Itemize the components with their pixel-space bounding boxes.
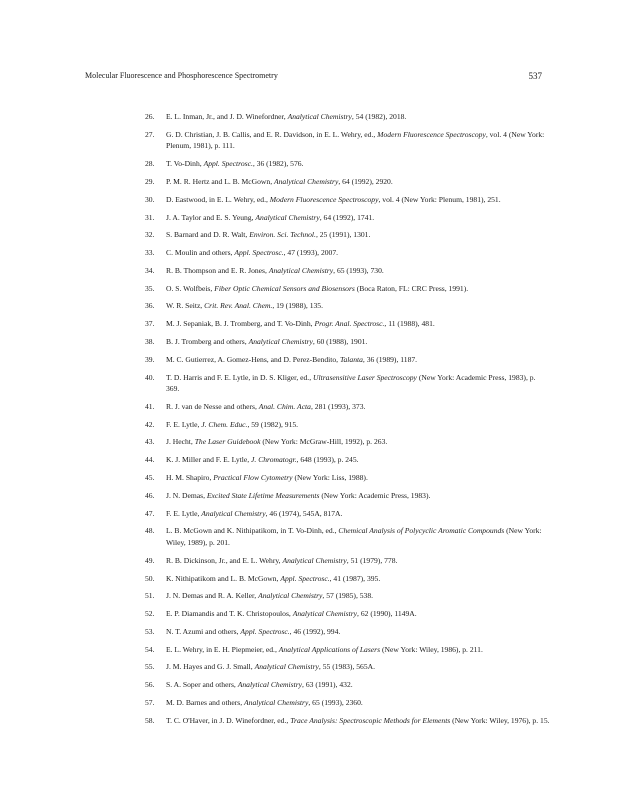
reference-segment: (New York: Academic Press, 1983), p. 369. [166,372,536,394]
reference-segment: , 648 (1993), p. 245. [296,455,359,465]
reference-source-title: Analytical Chemistry [255,212,320,222]
reference-segment: , vol. 4 (New York: Plenum, 1981), 251. [378,194,501,204]
reference-segment: R. J. van de Nesse and others, [166,401,259,411]
reference-segment: , 64 (1992), 1741. [319,212,375,222]
reference-segment: W. R. Seitz, [166,301,205,311]
reference-item [145,354,550,366]
reference-item [145,419,550,431]
reference-number: 46. [145,490,155,500]
reference-segment: , 57 (1985), 538. [322,591,374,601]
reference-number: 54. [145,644,155,654]
reference-number: 34. [145,265,155,275]
reference-segment: , 64 (1992), 2920. [338,176,393,186]
reference-segment: (New York: Wiley, 1976), p. 15. [450,715,550,725]
reference-text [166,212,550,224]
reference-segment: , 55 (1983), 565A. [318,662,376,672]
reference-text [166,508,550,520]
reference-text [166,300,550,312]
reference-item [145,111,550,123]
reference-item [145,644,550,656]
reference-segment: , 36 (1989), 1187. [362,354,418,364]
reference-segment: , 51 (1979), 778. [346,555,398,565]
reference-item [145,229,550,241]
reference-segment: , 19 (1988), 135. [272,301,323,311]
reference-item [145,626,550,638]
reference-number: 48. [145,526,155,536]
reference-item [145,608,550,620]
reference-item [145,212,550,224]
reference-item [145,590,550,602]
reference-item [145,300,550,312]
reference-number: 37. [145,319,155,329]
reference-segment: S. A. Soper and others, [166,680,238,690]
reference-segment: , 281 (1993), 373. [310,401,366,411]
reference-list [145,111,550,733]
reference-item [145,472,550,484]
reference-segment: J. A. Taylor and E. S. Yeung, [166,212,256,222]
reference-source-title: Ultrasensitive Laser Spectroscopy [313,372,417,382]
reference-segment: E. L. Inman, Jr., and J. D. Winefordner, [166,112,288,121]
reference-text [166,247,550,259]
reference-text [166,229,550,241]
reference-segment: J. N. Demas and R. A. Keller, [166,591,259,601]
reference-source-title: Analytical Chemistry [254,662,319,672]
reference-segment: , 36 (1982), 576. [252,159,304,169]
reference-item [145,679,550,691]
reference-segment: T. D. Harris and F. E. Lytle, in D. S. Kliger, ed., [166,372,314,382]
reference-segment: , 11 (1988), 481. [384,319,435,329]
reference-segment: T. C. O'Haver, in J. D. Winefordner, ed., [166,715,291,725]
reference-item [145,454,550,466]
reference-text [166,419,550,431]
reference-source-title: Analytical Chemistry [274,176,339,186]
reference-source-title: Trace Analysis: Spectroscopic Methods for Elements [290,715,451,725]
reference-source-title: Analytical Chemistry [244,698,309,707]
reference-number: 56. [145,680,155,690]
reference-text [166,525,550,548]
reference-item [145,176,550,188]
reference-source-title: Anal. Chim. Acta [258,401,311,411]
reference-segment: , 60 (1988), 1901. [312,336,368,346]
reference-number: 49. [145,555,155,565]
running-title: Molecular Fluorescence and Phosphorescence Spectrometry [85,71,278,80]
reference-segment: E. P. Diamandis and T. K. Christopoulos, [166,609,293,619]
reference-source-title: Analytical Chemistry [201,508,266,518]
reference-number: 42. [145,419,155,429]
reference-number: 27. [145,129,155,139]
reference-item [145,697,550,709]
reference-segment: T. Vo-Dinh, [166,159,204,169]
reference-text [166,265,550,277]
reference-segment: F. E. Lytle, [166,508,202,518]
reference-segment: G. D. Christian, J. B. Callis, and E. R. Davidson, in E. L. Wehry, ed., [166,129,378,139]
reference-segment: N. T. Azumi and others, [166,626,241,636]
reference-item [145,661,550,673]
reference-text [166,661,550,673]
reference-number: 40. [145,372,155,382]
reference-segment: , 65 (1993), 730. [333,265,384,275]
reference-source-title: Crit. Rev. Anal. Chem. [204,301,273,311]
reference-text [166,573,550,585]
reference-text [166,454,550,466]
reference-number: 57. [145,698,155,707]
reference-text [166,336,550,348]
reference-segment: P. M. R. Hertz and L. B. McGown, [166,176,274,186]
reference-text [166,697,550,709]
reference-source-title: Excited State Lifetime Measurements [206,490,320,500]
reference-segment: L. B. McGown and K. Nithipatikom, in T. Vo-Dinh, ed., [166,526,339,536]
reference-segment: , 46 (1974), 545A, 817A. [265,508,343,518]
reference-source-title: Analytical Chemistry [292,609,358,619]
reference-source-title: Analytical Chemistry [268,265,334,275]
reference-number: 26. [145,112,155,121]
reference-source-title: Progr. Anal. Spectrosc. [314,319,385,329]
reference-segment: D. Eastwood, in E. L. Wehry, ed., [166,194,270,204]
reference-source-title: Analytical Applications of Lasers [278,644,381,654]
reference-number: 43. [145,437,155,447]
reference-text [166,490,550,502]
page-number: 537 [528,71,542,81]
reference-number: 41. [145,401,155,411]
reference-text [166,436,550,448]
reference-item [145,283,550,295]
reference-text [166,401,550,413]
reference-text [166,318,550,330]
reference-segment: (New York: Wiley, 1986), p. 211. [380,644,483,654]
reference-item [145,129,550,152]
reference-segment: R. B. Dickinson, Jr., and E. L. Wehry, [166,555,283,565]
reference-source-title: Talanta [339,354,363,364]
reference-number: 38. [145,336,155,346]
reference-segment: (New York: Academic Press, 1983). [319,490,431,500]
reference-number: 55. [145,662,155,672]
reference-source-title: Appl. Spectrosc. [240,626,290,636]
reference-segment: K. Nithipatikom and L. B. McGown, [166,573,281,583]
reference-segment: (New York: McGraw-Hill, 1992), p. 263. [260,437,388,447]
reference-source-title: Analytical Chemistry [282,555,347,565]
reference-item [145,194,550,206]
reference-segment: , 54 (1982), 2018. [351,112,407,121]
reference-segment: , 25 (1991), 1301. [315,230,371,240]
reference-text [166,472,550,484]
reference-segment: , 62 (1990), 1149A. [357,609,417,619]
reference-item [145,336,550,348]
reference-segment: , 41 (1987), 395. [329,573,381,583]
reference-segment: M. D. Barnes and others, [166,698,245,707]
reference-number: 58. [145,715,155,725]
reference-source-title: Modern Fluorescence Spectroscopy [269,194,379,204]
reference-item [145,436,550,448]
reference-item [145,401,550,413]
reference-source-title: The Laser Guidebook [194,437,261,447]
reference-text [166,283,550,295]
reference-number: 39. [145,354,155,364]
reference-number: 45. [145,473,155,483]
reference-segment: J. Hecht, [166,437,195,447]
reference-number: 52. [145,609,155,619]
reference-source-title: J. Chem. Educ. [201,419,248,429]
reference-number: 32. [145,230,155,240]
reference-segment: , 46 (1992), 994. [289,626,341,636]
reference-number: 29. [145,176,155,186]
reference-source-title: Analytical Chemistry [258,591,323,601]
reference-number: 44. [145,455,155,465]
reference-text [166,555,550,567]
reference-segment: B. J. Tromberg and others, [166,336,249,346]
reference-number: 47. [145,508,155,518]
reference-text [166,129,550,152]
reference-source-title: Chemical Analysis of Polycyclic Aromatic Compounds [338,526,505,536]
reference-segment: , 63 (1991), 432. [302,680,353,690]
reference-item [145,555,550,567]
reference-segment: O. S. Wolfbeis, [166,283,215,293]
running-header [85,69,542,83]
reference-segment: J. M. Hayes and G. J. Small, [166,662,255,672]
reference-segment: , vol. 4 (New York: Plenum, 1981), p. 111. [166,129,545,151]
reference-segment: K. J. Miller and F. E. Lytle, [166,455,252,465]
reference-segment: , 65 (1993), 2360. [308,698,363,707]
reference-number: 50. [145,573,155,583]
reference-segment: F. E. Lytle, [166,419,202,429]
reference-segment: E. L. Wehry, in E. H. Piepmeier, ed., [166,644,279,654]
reference-segment: H. M. Shapiro, [166,473,214,483]
reference-segment: R. B. Thompson and E. R. Jones, [166,265,269,275]
reference-text [166,176,550,188]
reference-item [145,573,550,585]
reference-source-title: Appl. Spectrosc. [280,573,330,583]
reference-number: 36. [145,301,155,311]
reference-item [145,508,550,520]
reference-segment: (Boca Raton, FL: CRC Press, 1991). [354,283,469,293]
reference-text [166,354,550,366]
reference-number: 30. [145,194,155,204]
reference-source-title: Practical Flow Cytometry [213,473,293,483]
reference-segment: J. N. Demas, [166,490,207,500]
reference-text [166,111,550,123]
reference-segment: (New York: Wiley, 1989), p. 201. [166,526,542,547]
reference-number: 28. [145,159,155,169]
reference-number: 53. [145,626,155,636]
reference-number: 35. [145,283,155,293]
reference-item [145,247,550,259]
reference-segment: C. Moulin and others, [166,248,235,258]
reference-text [166,626,550,638]
reference-item [145,715,550,727]
reference-segment: , 59 (1982), 915. [247,419,299,429]
reference-text [166,715,550,727]
reference-source-title: Analytical Chemistry [237,680,303,690]
reference-item [145,372,550,395]
reference-number: 31. [145,212,155,222]
reference-source-title: Modern Fluorescence Spectroscopy [377,129,486,139]
reference-text [166,372,550,395]
reference-number: 51. [145,591,155,601]
reference-source-title: Environ. Sci. Technol. [249,230,316,240]
reference-text [166,158,550,170]
reference-source-title: Appl. Spectrosc. [203,159,253,169]
reference-text [166,590,550,602]
reference-text [166,644,550,656]
reference-segment: , 47 (1993), 2007. [283,248,339,258]
reference-item [145,490,550,502]
reference-source-title: Appl. Spectrosc. [234,248,284,258]
reference-segment: S. Barnard and D. R. Walt, [166,230,250,240]
reference-source-title: J. Chromatogr. [251,455,297,465]
reference-segment: M. C. Gutierrez, A. Gomez-Hens, and D. Perez-Bendito, [166,354,340,364]
reference-item [145,158,550,170]
reference-source-title: Analytical Chemistry [287,112,352,121]
reference-text [166,194,550,206]
reference-number: 33. [145,248,155,258]
reference-segment: M. J. Sepaniak, B. J. Tromberg, and T. Vo-Dinh, [166,319,315,329]
reference-item [145,525,550,548]
reference-text [166,679,550,691]
reference-segment: (New York: Liss, 1988). [292,473,368,483]
reference-item [145,265,550,277]
reference-item [145,318,550,330]
reference-source-title: Fiber Optic Chemical Sensors and Biosensors [214,283,355,293]
reference-source-title: Analytical Chemistry [248,336,313,346]
reference-text [166,608,550,620]
